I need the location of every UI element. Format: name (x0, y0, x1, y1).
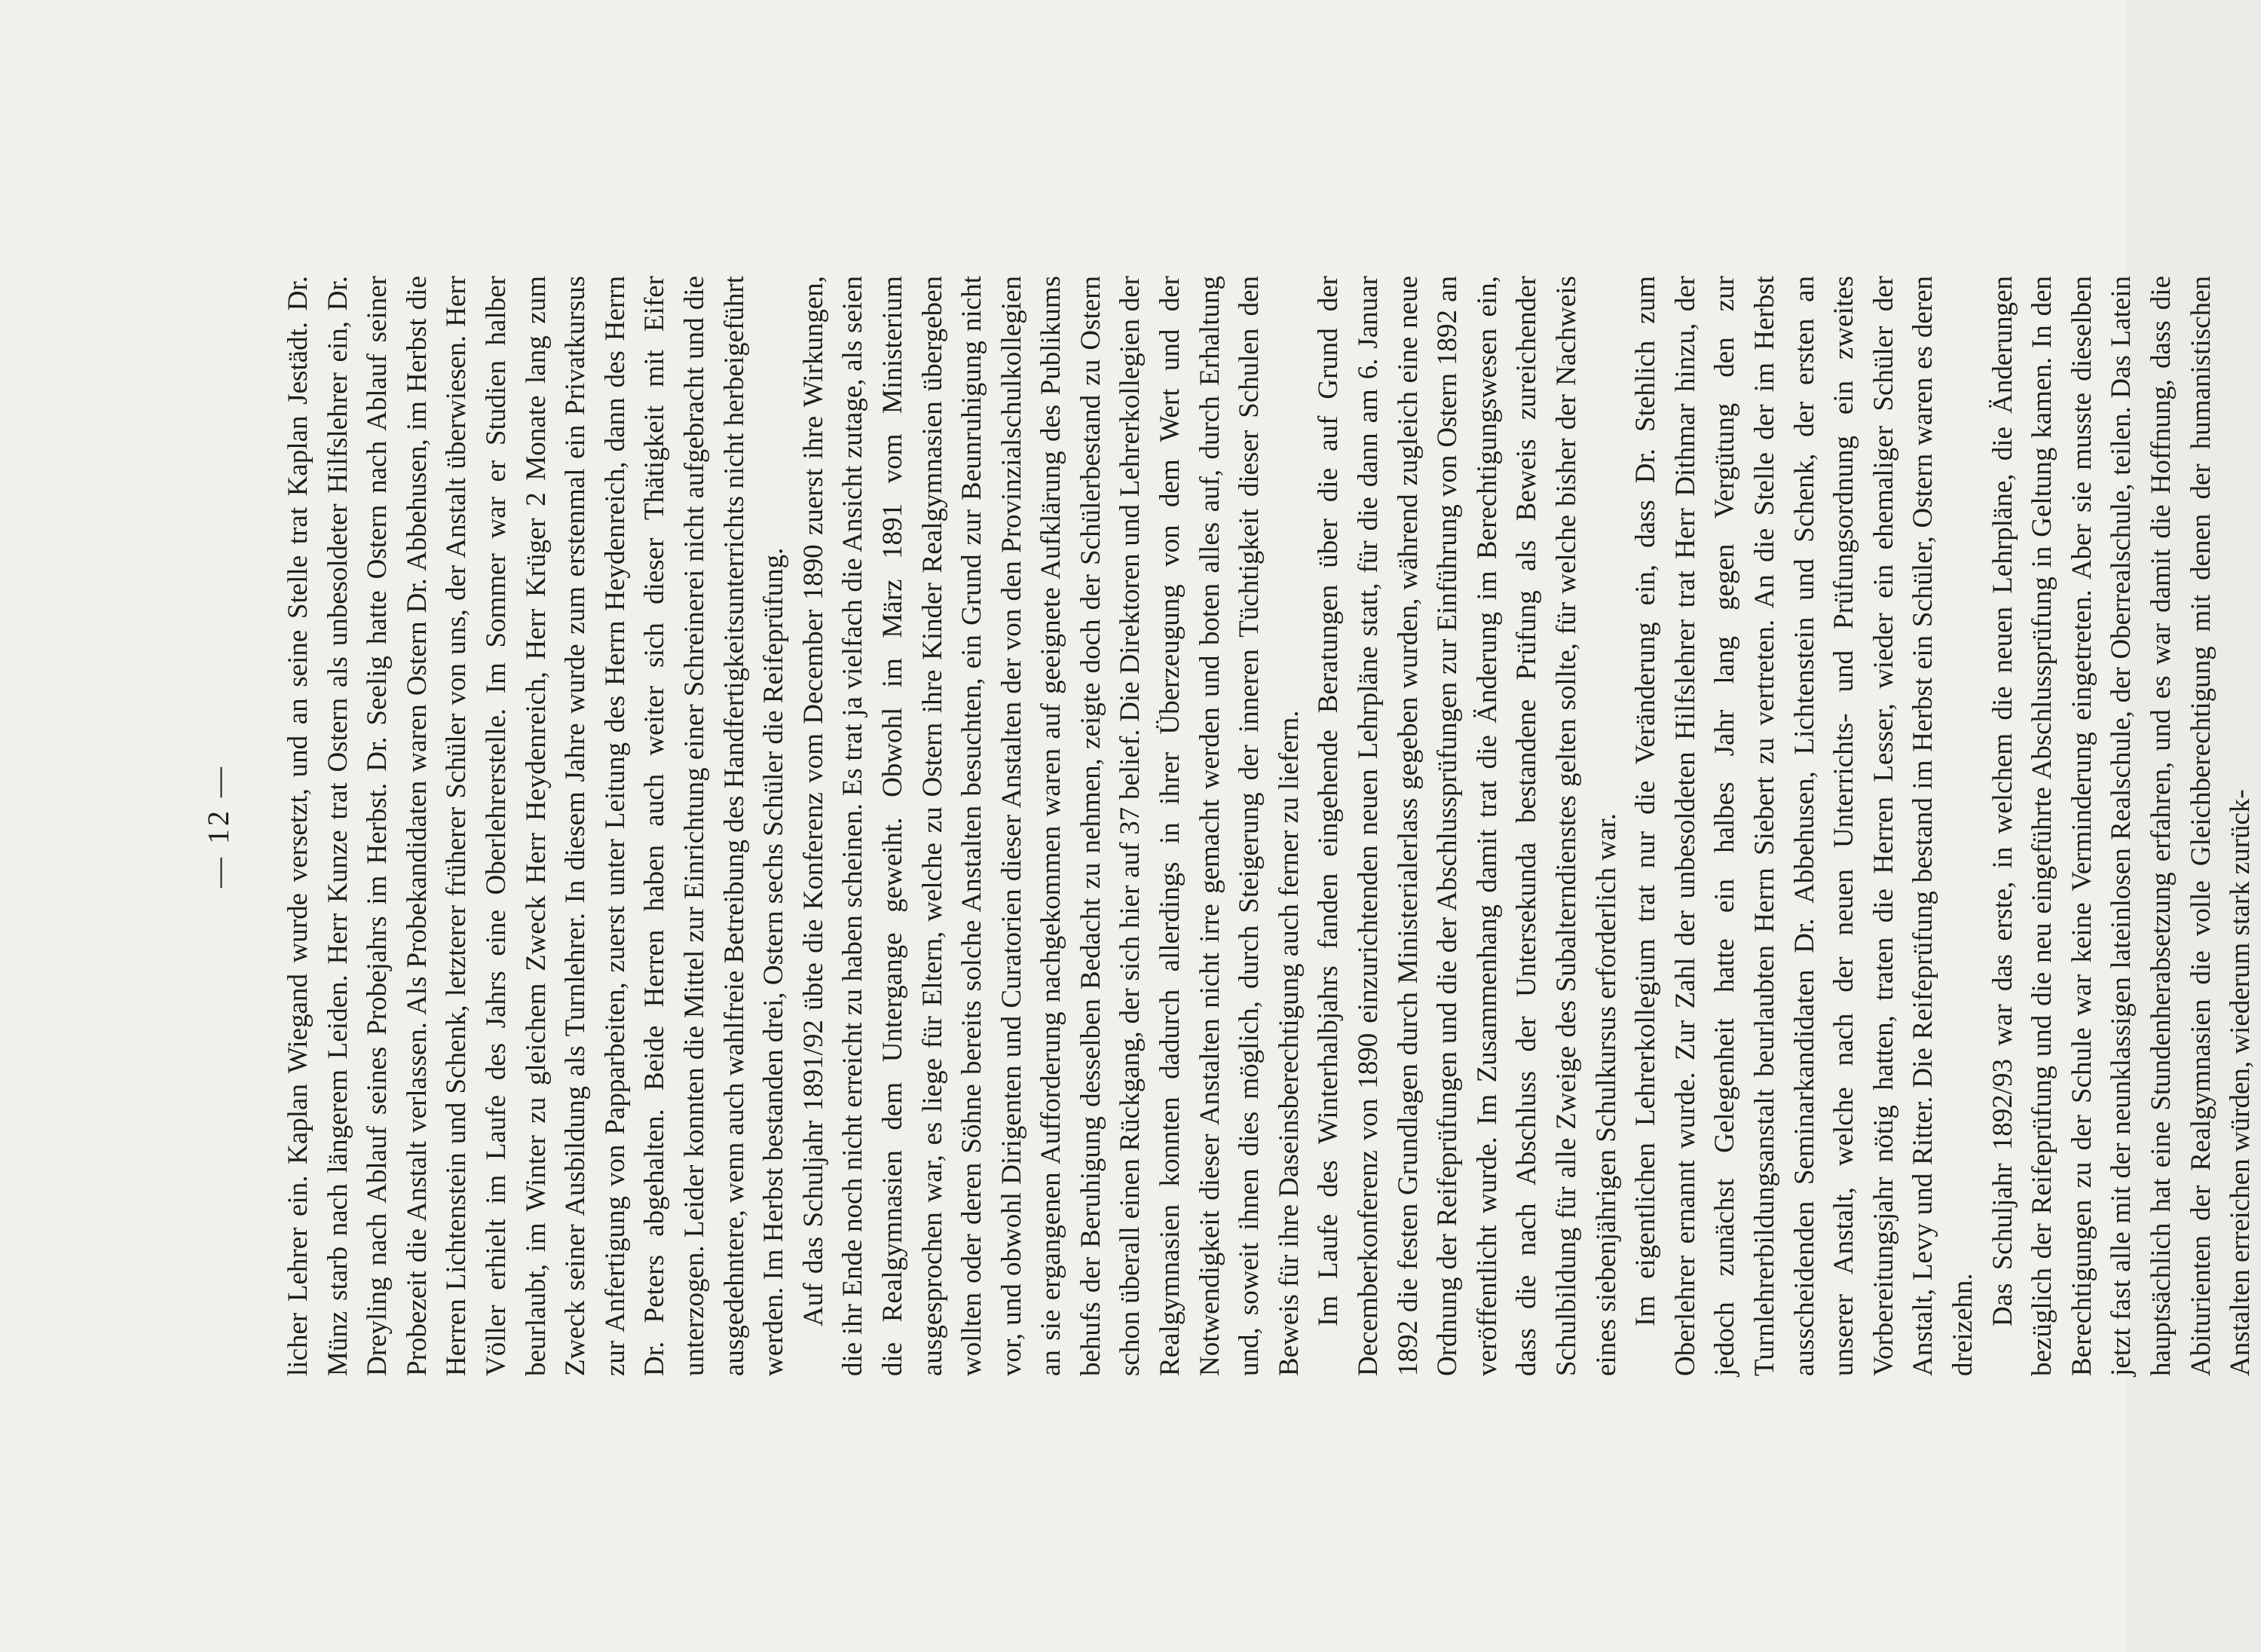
paragraph-2: Auf das Schuljahr 1891/92 übte die Konferenz vom December 1890 zuerst ihre Wirkungen, die ihr Ende noch nicht erreicht zu haben scheinen. Es trat ja vielfach die Ansicht zutage, als seien die Realgymnasien dem Untergange geweiht. Obwohl im März 1891 vom Ministerium ausgesprochen war, es liege für Eltern, welche zu Ostern ihre Kinder Realgymnasien übergeben wollten oder deren Söhne bereits solche Anstalten besuchten, ein Grund zur Beunruhigung nicht vor, und obwohl Dirigenten und Curatorien dieser Anstalten der von den Provinzialschulkollegien an sie ergangenen Aufforderung nachgekommen waren auf geeignete Aufklärung des Publikums behufs der Beruhigung desselben Bedacht zu nehmen, zeigte doch der Schülerbestand zu Ostern schon überall einen Rückgang, der sich hier auf 37 belief. Die Direktoren und Lehrerkollegien der Realgymnasien konnten dadurch allerdings in ihrer Überzeugung von dem Wert und der Notwendigkeit dieser Anstalten nicht irre gemacht werden und boten alles auf, durch Erhaltung und, soweit ihnen dies möglich, durch Steigerung der inneren Tüchtigkeit dieser Schulen den Beweis für ihre Daseinsberechtigung auch ferner zu liefern. (797, 276, 1305, 1376)
paragraph-5: Das Schuljahr 1892/93 war das erste, in welchem die neuen Lehrpläne, die Änderungen bezüglich der Reifeprüfung und die neu eingeführte Abschlussprüfung in Geltung kamen. In den Berechtigungen zu der Schule war keine Verminderung eingetreten. Aber sie musste dieselben jetzt fast alle mit der neunklassigen lateinlosen Realschule, der Oberrealschule, teilen. Das Latein hauptsächlich hat eine Stundenherabsetzung erfahren, und es war damit die Hoffnung, dass die Abiturienten der Realgymnasien die volle Gleichberechtigung mit denen der humanistischen Anstalten erreichen würden, wiederum stark zurück- (1987, 276, 2256, 1376)
body-text (279, 276, 2261, 1376)
paragraph-4: Im eigentlichen Lehrerkollegium trat nur die Veränderung ein, dass Dr. Stehlich zum Oberlehrer ernannt wurde. Zur Zahl der unbesoldeten Hilfslehrer trat Herr Dithmar hinzu, der jedoch zunächst Gelegenheit hatte ein halbes Jahr lang gegen Vergütung den zur Turnlehrerbildungsanstalt beurlaubten Herrn Siebert zu vertreten. An die Stelle der im Herbst ausscheidenden Seminarkandidaten Dr. Abbehusen, Lichtenstein und Schenk, der ersten an unserer Anstalt, welche nach der neuen Unterrichts- und Prüfungsordnung ein zweites Vorbereitungsjahr nötig hatten, traten die Herren Lesser, wieder ein ehemaliger Schüler der Anstalt, Levy und Ritter. Die Reifeprüfung bestand im Herbst ein Schüler, Ostern waren es deren dreizehn. (1630, 276, 1978, 1376)
page-content (196, 231, 2256, 1421)
paragraph-3: Im Laufe des Winterhalbjahrs fanden eingehende Beratungen über die auf Grund der Decemberkonferenz von 1890 einzurichtenden neuen Lehrpläne statt, für die dann am 6. Januar 1892 die festen Grundlagen durch Ministerialerlass gegeben wurden, während zugleich eine neue Ordnung der Reifeprüfungen und die der Abschlussprüfungen zur Einführung von Ostern 1892 an veröffentlicht wurde. Im Zusammenhang damit trat die Änderung im Berechtigungswesen ein, dass die nach Abschluss der Untersekunda bestandene Prüfung als Beweis zureichender Schulbildung für alle Zweige des Subalterndienstes gelten sollte, für welche bisher der Nachweis eines siebenjährigen Schulkursus erforderlich war. (1313, 276, 1622, 1376)
page-number: — 12 — (201, 764, 235, 888)
paragraph-1: licher Lehrer ein. Kaplan Wiegand wurde versetzt, und an seine Stelle trat Kaplan Jestädt. Dr. Münz starb nach längerem Leiden. Herr Kunze trat Ostern als unbesoldeter Hilfslehrer ein, Dr. Dreyling nach Ablauf seines Probejahrs im Herbst. Dr. Seelig hatte Ostern nach Ablauf seiner Probezeit die Anstalt verlassen. Als Probekandidaten waren Ostern Dr. Abbehusen, im Herbst die Herren Lichtenstein und Schenk, letzterer früherer Schüler von uns, der Anstalt überwiesen. Herr Völler erhielt im Laufe des Jahrs eine Oberlehrerstelle. Im Sommer war er Studien halber beurlaubt, im Winter zu gleichem Zweck Herr Heydenreich, Herr Krüger 2 Monate lang zum Zweck seiner Ausbildung als Turnlehrer. In diesem Jahre wurde zum erstenmal ein Privatkursus zur Anfertigung von Papparbeiten, zuerst unter Leitung des Herrn Heydenreich, dann des Herrn Dr. Peters abgehalten. Beide Herren haben auch weiter sich dieser Thätigkeit mit Eifer unterzogen. Leider konnten die Mittel zur Einrichtung einer Schreinerei nicht aufgebracht und die ausgedehntere, wenn auch wahlfreie Betreibung des Handfertigkeitsunterrichts nicht herbeigeführt werden. Im Herbst bestanden drei, Ostern sechs Schüler die Reifeprüfung. (283, 276, 790, 1376)
